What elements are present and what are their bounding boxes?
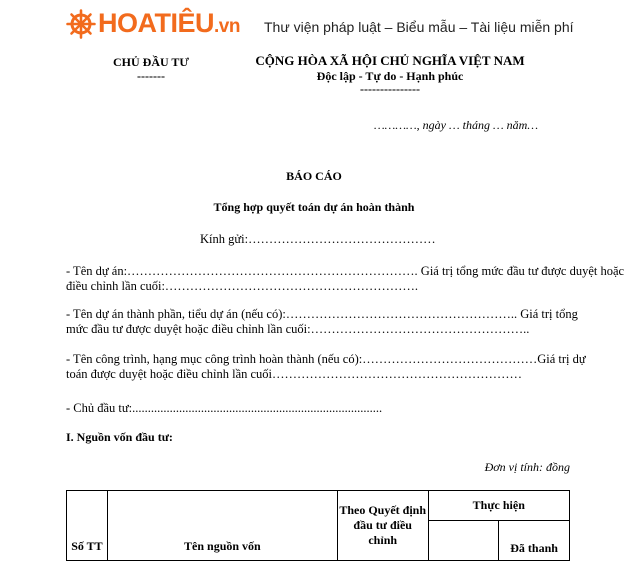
col-subheader-paid: Đã thanh	[499, 521, 570, 561]
site-tagline: Thư viện pháp luật – Biểu mẫu – Tài liệu miễn phí	[264, 19, 574, 35]
col-subheader-blank	[428, 521, 499, 561]
logo-main: HOATIÊU	[98, 8, 214, 38]
source-header-label: Tên nguồn vốn	[184, 539, 261, 553]
project-name-line: - Tên dự án:……………………………………………………………. Giá trị tổng mức đầu tư được duyệt hoặc	[66, 264, 625, 278]
motto-dashes: ---------------	[360, 82, 420, 96]
national-motto: Độc lập - Tự do - Hạnh phúc	[316, 69, 464, 83]
date-line: …………, ngày … tháng … năm…	[374, 118, 539, 132]
unit-note: Đơn vị tính: đồng	[484, 460, 570, 474]
component-project-line: - Tên dự án thành phần, tiểu dự án (nếu có):……………………………………………….. Giá trị tổng	[66, 307, 578, 321]
work-item-line: - Tên công trình, hạng mục công trình hoàn thành (nếu có):……………………………………Giá trị dự	[66, 352, 586, 366]
report-title: BÁO CÁO	[286, 169, 342, 183]
investor-line: - Chủ đầu tư:................................................................................	[66, 401, 383, 415]
decision-header-line1: Theo Quyết định	[339, 503, 427, 517]
work-item-line-cont: toán được duyệt hoặc điều chỉnh lần cuối……………………………………………………	[66, 367, 523, 381]
logo-suffix: .vn	[214, 16, 240, 37]
col-header-source	[107, 491, 337, 561]
recipient-line: Kính gửi:………………………………………	[200, 232, 436, 246]
col-header-decision	[337, 491, 428, 561]
project-name-line-cont: điều chỉnh lần cuối:…………………………………………………….	[66, 279, 419, 293]
section-heading-capital: I. Nguồn vốn đầu tư:	[66, 430, 173, 444]
col-header-actual: Thực hiện	[428, 491, 569, 521]
capital-source-table	[66, 490, 570, 561]
col-header-no: Số TT	[67, 491, 108, 561]
country-title: CỘNG HÒA XÃ HỘI CHỦ NGHĨA VIỆT NAM	[255, 53, 525, 68]
investor-dashes: -------	[137, 69, 165, 83]
hoatieu-logo[interactable]	[66, 8, 240, 39]
logo-wordmark	[98, 8, 240, 39]
site-banner	[0, 0, 628, 48]
component-project-line-cont: mức đầu tư được duyệt hoặc điều chỉnh lần cuối:……………………………………………..	[66, 322, 530, 336]
decision-header-line2: đầu tư điều chỉnh	[353, 518, 412, 547]
investor-title: CHỦ ĐẦU TƯ	[112, 55, 189, 69]
report-subtitle: Tổng hợp quyết toán dự án hoàn thành	[213, 200, 415, 214]
ship-wheel-icon	[66, 9, 96, 39]
